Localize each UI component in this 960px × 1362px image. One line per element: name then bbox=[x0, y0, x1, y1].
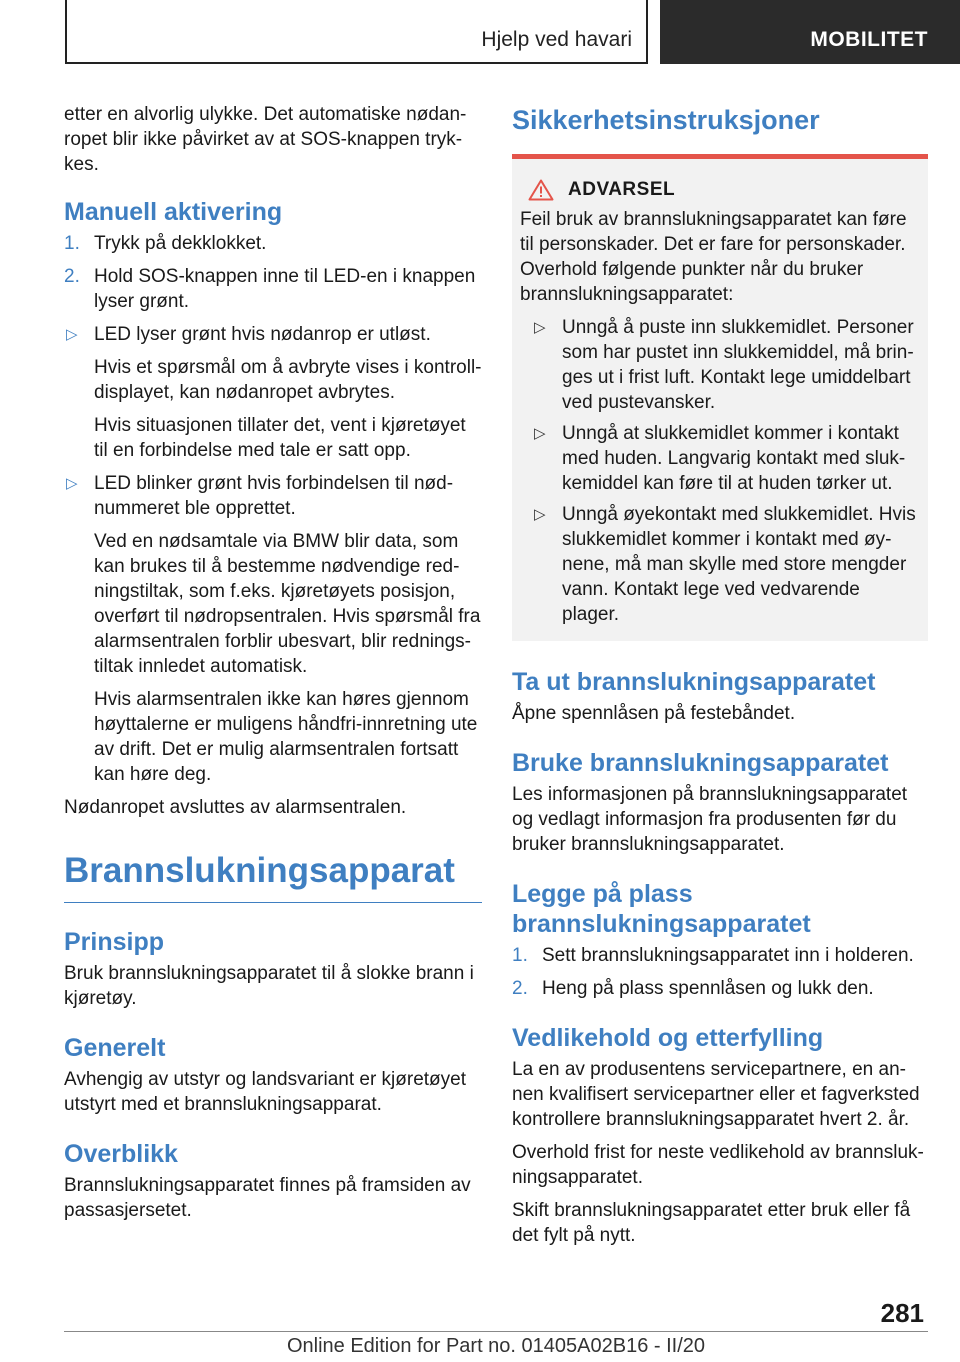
place-step-item bbox=[512, 976, 928, 1001]
warning-title-row bbox=[528, 179, 920, 201]
overview-text: Brannslukningsapparatet finnes på framsiden av passasjersetet. bbox=[64, 1175, 471, 1221]
safety-heading: Sikkerhetsinstruksjoner bbox=[512, 104, 928, 159]
general-text: Avhengig av utstyr og landsvariant er kjøretøyet utstyrt med et brannslukningsapparat. bbox=[64, 1069, 467, 1115]
intro-paragraph: etter en alvorlig ulykke. Det automatiske nødan-ropet blir ikke påvirket av at SOS-knappen tryk-kes. bbox=[64, 104, 467, 175]
manual-activation-heading: Manuell aktivering bbox=[64, 198, 283, 226]
overview-heading: Overblikk bbox=[64, 1140, 178, 1168]
triangle-bullet-icon: ▷ bbox=[66, 475, 78, 492]
step-number: 2. bbox=[64, 266, 80, 287]
result-subtext: Hvis alarmsentralen ikke kan høres gjennom høyttalerne er muligens håndfri-innretning ute av drift. Det er mulig alarmsentralen fortsatt kan høre deg. bbox=[94, 689, 478, 785]
step-item bbox=[64, 231, 482, 256]
place-heading-line-1: Legge på plass bbox=[512, 880, 693, 908]
step-text: Trykk på dekklokket. bbox=[94, 233, 267, 254]
step-text: Heng på plass spennlåsen og lukk den. bbox=[542, 978, 874, 999]
maintenance-heading: Vedlikehold og etterfylling bbox=[512, 1024, 824, 1052]
step-text: Hold SOS-knappen inne til LED-en i knappen lyser grønt. bbox=[94, 266, 476, 312]
principle-heading: Prinsipp bbox=[64, 928, 165, 956]
takeout-text: Åpne spennlåsen på festebåndet. bbox=[512, 703, 796, 724]
use-heading: Bruke brannslukningsapparatet bbox=[512, 749, 889, 777]
steps-list bbox=[64, 231, 482, 314]
step-number: 1. bbox=[64, 233, 80, 254]
warning-title: ADVARSEL bbox=[568, 179, 676, 200]
section-tab-label: MOBILITET bbox=[810, 28, 928, 51]
warning-list bbox=[520, 315, 920, 627]
result-text: LED blinker grønt hvis forbindelsen til nød-nummeret ble opprettet. bbox=[94, 473, 454, 519]
warning-text: Feil bruk av brannslukningsapparatet kan føre til personskader. Det er fare for personskader. Overhold følgende punkter når du bruker brannslukningsapparatet: bbox=[520, 209, 907, 305]
maintenance-text: La en av produsentens servicepartnere, en an-nen kvalifisert servicepartner eller et fagverksted kontrollere brannslukningsapparatet hvert 2. år. bbox=[512, 1059, 920, 1130]
place-step-item bbox=[512, 943, 928, 968]
warning-item bbox=[520, 502, 920, 627]
triangle-bullet-icon: ▷ bbox=[534, 506, 546, 523]
end-text: Nødanropet avsluttes av alarmsentralen. bbox=[64, 797, 407, 818]
general-heading: Generelt bbox=[64, 1034, 166, 1062]
result-subtext: Hvis et spørsmål om å avbryte vises i kontroll-displayet, kan nødanropet avbrytes. bbox=[94, 357, 482, 403]
section-tab bbox=[660, 0, 960, 64]
maintenance-text: Overhold frist for neste vedlikehold av brannsluk-ningsapparatet. bbox=[512, 1142, 924, 1188]
main-heading: Brannslukningsapparat bbox=[64, 850, 482, 903]
place-heading-line-2: brannslukningsapparatet bbox=[512, 910, 811, 938]
step-text: Sett brannslukningsapparatet inn i holderen. bbox=[542, 945, 914, 966]
triangle-bullet-icon: ▷ bbox=[534, 425, 546, 442]
result-subtext: Hvis situasjonen tillater det, vent i kjøretøyet til en forbindelse med tale er satt opp. bbox=[94, 415, 466, 461]
place-heading bbox=[512, 879, 928, 939]
result-subtext: Ved en nødsamtale via BMW blir data, som kan brukes til å bestemme nødvendige red-ningstiltak, som f.eks. kjøretøyets posisjon, overført til nødropsentralen. Hvis spørsmål fra alarmsentralen forblir ubesvart, blir rednings-tiltak innledet automatisk. bbox=[94, 531, 481, 677]
result-item bbox=[64, 322, 482, 463]
warning-item-text: Unngå øyekontakt med slukkemidlet. Hvis slukkemidlet kommer i kontakt med øy-nene, må man skylle med store mengder vann. Kontakt lege ved vedvarende plager. bbox=[562, 504, 916, 625]
principle-text: Bruk brannslukningsapparatet til å slokke brann i kjøretøy. bbox=[64, 963, 474, 1009]
warning-item-text: Unngå at slukkemidlet kommer i kontakt med huden. Langvarig kontakt med sluk-kemiddel kan føre til at huden tørker ut. bbox=[562, 423, 906, 494]
triangle-bullet-icon: ▷ bbox=[534, 319, 546, 336]
right-column bbox=[512, 96, 928, 1248]
step-item bbox=[64, 264, 482, 314]
page-number: 281 bbox=[880, 1298, 924, 1328]
warning-item bbox=[520, 421, 920, 496]
warning-item bbox=[520, 315, 920, 415]
triangle-bullet-icon: ▷ bbox=[66, 326, 78, 343]
result-text: LED lyser grønt hvis nødanrop er utløst. bbox=[94, 324, 431, 345]
edition-footer: Online Edition for Part no. 01405A02B16 - II/20 bbox=[286, 1335, 706, 1357]
maintenance-text: Skift brannslukningsapparatet etter bruk eller få det fylt på nytt. bbox=[512, 1200, 911, 1246]
header-chapter-box bbox=[65, 0, 648, 64]
step-number: 2. bbox=[512, 978, 528, 999]
left-column bbox=[64, 96, 482, 1223]
results-list bbox=[64, 322, 482, 787]
warning-item-text: Unngå å puste inn slukkemidlet. Personer som har pustet inn slukkemiddel, må brin-ges ut i frist luft. Kontakt lege umiddelbart ved pustevansker. bbox=[562, 317, 914, 413]
takeout-heading: Ta ut brannslukningsapparatet bbox=[512, 668, 876, 696]
place-steps-list bbox=[512, 943, 928, 1001]
warning-box bbox=[512, 159, 928, 641]
use-text: Les informasjonen på brannslukningsapparatet og vedlagt informasjon fra produsenten før du bruker brannslukningsapparatet. bbox=[512, 784, 908, 855]
step-number: 1. bbox=[512, 945, 528, 966]
chapter-title: Hjelp ved havari bbox=[481, 28, 632, 51]
result-item bbox=[64, 471, 482, 787]
warning-triangle-icon bbox=[528, 179, 554, 201]
